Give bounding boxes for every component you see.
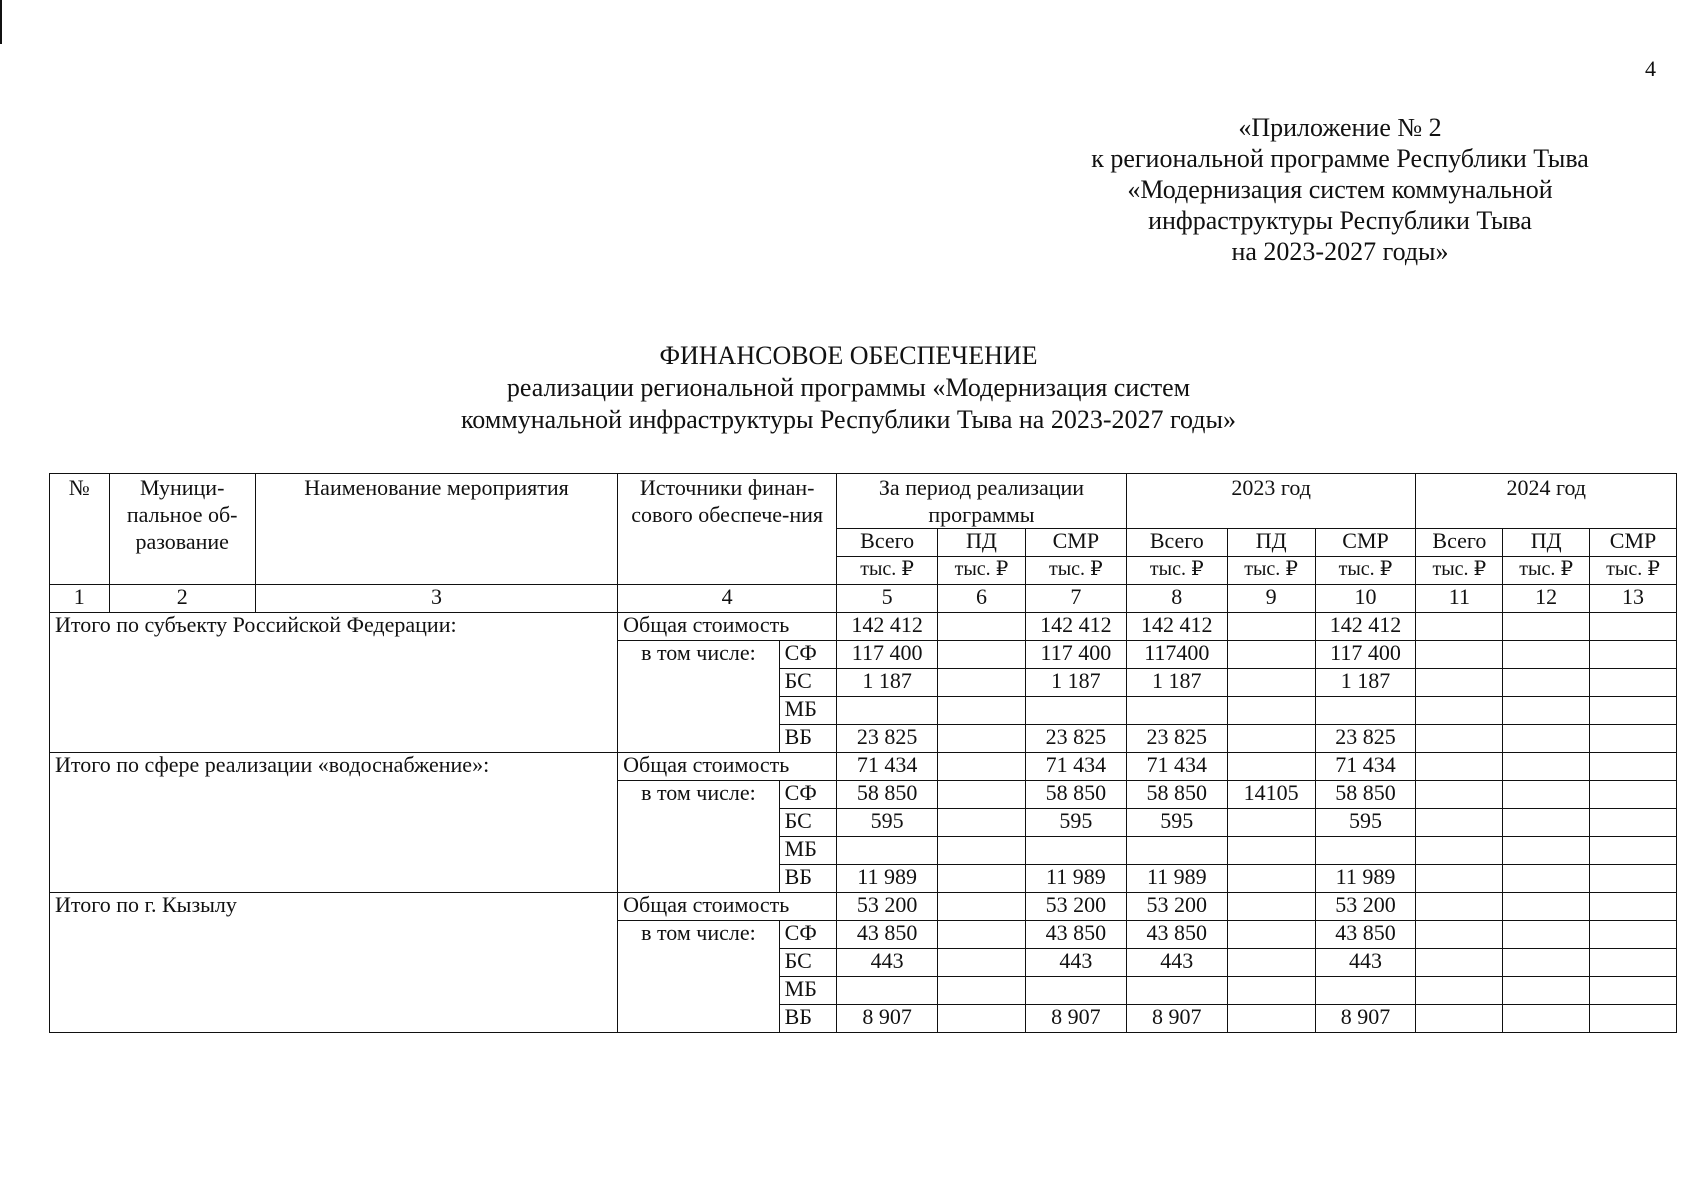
column-number: 13 <box>1590 585 1677 613</box>
group-label: Итого по сфере реализации «водоснабжение»: <box>50 753 618 893</box>
value-cell <box>1416 865 1503 893</box>
value-cell: 43 850 <box>1025 921 1126 949</box>
value-cell <box>938 613 1026 641</box>
value-cell <box>1503 669 1590 697</box>
value-cell <box>1227 977 1315 1005</box>
source-code: БС <box>779 669 837 697</box>
value-cell <box>1416 753 1503 781</box>
value-cell <box>1416 1005 1503 1033</box>
value-cell <box>1590 865 1677 893</box>
value-cell: 8 907 <box>1315 1005 1416 1033</box>
unit-label: тыс. ₽ <box>1315 557 1416 585</box>
value-cell <box>1590 697 1677 725</box>
value-cell <box>938 1005 1026 1033</box>
value-cell <box>1503 865 1590 893</box>
value-cell <box>938 641 1026 669</box>
column-number: 5 <box>837 585 938 613</box>
value-cell: 595 <box>1126 809 1227 837</box>
value-cell <box>1416 613 1503 641</box>
value-cell: 142 412 <box>1126 613 1227 641</box>
group-label: Итого по г. Кызылу <box>50 893 618 1033</box>
title-subline: реализации региональной программы «Модернизация систем <box>506 373 1191 402</box>
value-cell <box>1416 641 1503 669</box>
value-cell <box>1503 809 1590 837</box>
column-number: 7 <box>1025 585 1126 613</box>
value-cell <box>938 893 1026 921</box>
header-year-2024: 2024 год <box>1416 474 1677 529</box>
value-cell <box>1503 725 1590 753</box>
page-number: 4 <box>1645 56 1656 81</box>
value-cell: 71 434 <box>837 753 938 781</box>
value-cell <box>1590 613 1677 641</box>
subheader-smr: СМР <box>1315 529 1416 557</box>
column-number: 8 <box>1126 585 1227 613</box>
source-code: СФ <box>779 641 837 669</box>
header-number: № <box>50 474 110 585</box>
unit-label: тыс. ₽ <box>1503 557 1590 585</box>
title-subline: коммунальной инфраструктуры Республики Тыва на 2023-2027 годы» <box>461 405 1236 434</box>
value-cell: 58 850 <box>1315 781 1416 809</box>
subheader-pd: ПД <box>1227 529 1315 557</box>
value-cell <box>837 977 938 1005</box>
value-cell: 23 825 <box>1025 725 1126 753</box>
value-cell: 53 200 <box>837 893 938 921</box>
source-code: БС <box>779 809 837 837</box>
source-code: МБ <box>779 977 837 1005</box>
value-cell: 58 850 <box>837 781 938 809</box>
value-cell: 595 <box>837 809 938 837</box>
scan-edge-mark <box>0 0 2 44</box>
value-cell: 53 200 <box>1315 893 1416 921</box>
value-cell <box>1126 837 1227 865</box>
value-cell <box>1590 781 1677 809</box>
value-cell: 117 400 <box>1025 641 1126 669</box>
including-label: в том числе: <box>618 641 779 753</box>
value-cell <box>1126 977 1227 1005</box>
value-cell: 53 200 <box>1126 893 1227 921</box>
header-event-name: Наименование мероприятия <box>255 474 617 585</box>
value-cell <box>1227 669 1315 697</box>
value-cell <box>1590 753 1677 781</box>
value-cell: 71 434 <box>1025 753 1126 781</box>
value-cell: 595 <box>1025 809 1126 837</box>
value-cell <box>1590 893 1677 921</box>
value-cell <box>938 781 1026 809</box>
value-cell <box>1590 921 1677 949</box>
value-cell: 142 412 <box>1025 613 1126 641</box>
subheader-pd: ПД <box>1503 529 1590 557</box>
source-code: МБ <box>779 837 837 865</box>
value-cell: 58 850 <box>1025 781 1126 809</box>
value-cell <box>938 753 1026 781</box>
column-number: 11 <box>1416 585 1503 613</box>
column-number: 12 <box>1503 585 1590 613</box>
column-number: 1 <box>50 585 110 613</box>
value-cell <box>1227 893 1315 921</box>
value-cell <box>1590 977 1677 1005</box>
value-cell <box>1590 669 1677 697</box>
source-code: ВБ <box>779 725 837 753</box>
value-cell <box>1503 921 1590 949</box>
unit-label: тыс. ₽ <box>938 557 1026 585</box>
header-year-2023: 2023 год <box>1126 474 1416 529</box>
value-cell: 23 825 <box>837 725 938 753</box>
financing-table <box>49 473 1677 1033</box>
column-number: 6 <box>938 585 1026 613</box>
including-label: в том числе: <box>618 921 779 1033</box>
subheader-pd: ПД <box>938 529 1026 557</box>
document-title <box>0 340 1697 436</box>
value-cell: 142 412 <box>837 613 938 641</box>
value-cell <box>1227 725 1315 753</box>
value-cell <box>1227 641 1315 669</box>
total-cost-label: Общая стоимость <box>618 893 837 921</box>
value-cell: 11 989 <box>1315 865 1416 893</box>
value-cell <box>1025 837 1126 865</box>
value-cell <box>1416 893 1503 921</box>
value-cell <box>1503 641 1590 669</box>
unit-label: тыс. ₽ <box>1025 557 1126 585</box>
value-cell: 1 187 <box>1126 669 1227 697</box>
table-row <box>50 893 1677 921</box>
value-cell <box>1590 725 1677 753</box>
value-cell: 595 <box>1315 809 1416 837</box>
value-cell <box>1416 977 1503 1005</box>
value-cell <box>1590 809 1677 837</box>
unit-label: тыс. ₽ <box>1126 557 1227 585</box>
header-period-total: За период реализации программы <box>837 474 1127 529</box>
value-cell <box>1503 613 1590 641</box>
value-cell: 71 434 <box>1126 753 1227 781</box>
value-cell: 8 907 <box>837 1005 938 1033</box>
value-cell <box>938 921 1026 949</box>
title-heading: ФИНАНСОВОЕ ОБЕСПЕЧЕНИЕ <box>659 341 1038 370</box>
unit-label: тыс. ₽ <box>1590 557 1677 585</box>
value-cell: 443 <box>1315 949 1416 977</box>
column-number: 10 <box>1315 585 1416 613</box>
column-number: 4 <box>618 585 837 613</box>
column-number-row <box>50 585 1677 613</box>
value-cell <box>938 725 1026 753</box>
value-cell <box>1227 753 1315 781</box>
value-cell <box>1315 977 1416 1005</box>
value-cell <box>1503 781 1590 809</box>
subheader-total: Всего <box>1416 529 1503 557</box>
value-cell <box>938 837 1026 865</box>
value-cell: 117 400 <box>1315 641 1416 669</box>
subheader-smr: СМР <box>1590 529 1677 557</box>
source-code: СФ <box>779 921 837 949</box>
including-label: в том числе: <box>618 781 779 893</box>
value-cell <box>1590 1005 1677 1033</box>
source-code: ВБ <box>779 865 837 893</box>
value-cell: 23 825 <box>1126 725 1227 753</box>
value-cell <box>938 809 1026 837</box>
value-cell <box>1025 697 1126 725</box>
value-cell: 14105 <box>1227 781 1315 809</box>
appendix-line: инфраструктуры Республики Тыва <box>1148 206 1532 235</box>
value-cell: 443 <box>1025 949 1126 977</box>
value-cell <box>938 949 1026 977</box>
value-cell <box>1590 641 1677 669</box>
total-cost-label: Общая стоимость <box>618 613 837 641</box>
value-cell <box>1416 921 1503 949</box>
value-cell: 1 187 <box>1025 669 1126 697</box>
column-number: 2 <box>109 585 255 613</box>
value-cell: 8 907 <box>1126 1005 1227 1033</box>
value-cell: 11 989 <box>1126 865 1227 893</box>
column-number: 3 <box>255 585 617 613</box>
subheader-smr: СМР <box>1025 529 1126 557</box>
group-label: Итого по субъекту Российской Федерации: <box>50 613 618 753</box>
value-cell <box>837 697 938 725</box>
value-cell <box>1503 1005 1590 1033</box>
value-cell <box>1315 697 1416 725</box>
value-cell: 43 850 <box>837 921 938 949</box>
appendix-line: «Модернизация систем коммунальной <box>1127 175 1553 204</box>
value-cell <box>1590 949 1677 977</box>
value-cell: 23 825 <box>1315 725 1416 753</box>
value-cell: 443 <box>837 949 938 977</box>
subheader-total: Всего <box>837 529 938 557</box>
header-funding-sources: Источники финан-сового обеспече-ния <box>618 474 837 585</box>
value-cell: 1 187 <box>837 669 938 697</box>
value-cell <box>1227 837 1315 865</box>
source-code: БС <box>779 949 837 977</box>
value-cell <box>1227 697 1315 725</box>
value-cell <box>1503 949 1590 977</box>
value-cell <box>1416 725 1503 753</box>
header-municipality: Муници-пальное об-разование <box>109 474 255 585</box>
value-cell <box>1416 781 1503 809</box>
value-cell <box>1227 921 1315 949</box>
appendix-note <box>1040 112 1640 267</box>
value-cell <box>1503 837 1590 865</box>
value-cell <box>1227 613 1315 641</box>
value-cell <box>1227 865 1315 893</box>
value-cell <box>938 977 1026 1005</box>
value-cell: 43 850 <box>1126 921 1227 949</box>
subheader-total: Всего <box>1126 529 1227 557</box>
value-cell: 43 850 <box>1315 921 1416 949</box>
value-cell <box>1315 837 1416 865</box>
value-cell: 1 187 <box>1315 669 1416 697</box>
value-cell <box>1126 697 1227 725</box>
value-cell <box>938 697 1026 725</box>
value-cell: 71 434 <box>1315 753 1416 781</box>
value-cell <box>1503 697 1590 725</box>
value-cell <box>1416 697 1503 725</box>
value-cell: 117400 <box>1126 641 1227 669</box>
value-cell <box>837 837 938 865</box>
value-cell <box>1025 977 1126 1005</box>
source-code: СФ <box>779 781 837 809</box>
appendix-line: на 2023-2027 годы» <box>1231 237 1449 266</box>
value-cell: 58 850 <box>1126 781 1227 809</box>
value-cell <box>1503 893 1590 921</box>
value-cell: 142 412 <box>1315 613 1416 641</box>
value-cell: 53 200 <box>1025 893 1126 921</box>
value-cell: 11 989 <box>837 865 938 893</box>
value-cell <box>1416 949 1503 977</box>
unit-label: тыс. ₽ <box>1416 557 1503 585</box>
total-cost-label: Общая стоимость <box>618 753 837 781</box>
source-code: МБ <box>779 697 837 725</box>
appendix-line: «Приложение № 2 <box>1238 113 1442 142</box>
table-row <box>50 753 1677 781</box>
column-number: 9 <box>1227 585 1315 613</box>
value-cell: 443 <box>1126 949 1227 977</box>
appendix-line: к региональной программе Республики Тыва <box>1091 144 1589 173</box>
value-cell: 117 400 <box>837 641 938 669</box>
value-cell <box>938 669 1026 697</box>
value-cell <box>1416 809 1503 837</box>
value-cell <box>1503 977 1590 1005</box>
table-row <box>50 613 1677 641</box>
unit-label: тыс. ₽ <box>1227 557 1315 585</box>
unit-label: тыс. ₽ <box>837 557 938 585</box>
source-code: ВБ <box>779 1005 837 1033</box>
value-cell <box>1503 753 1590 781</box>
value-cell <box>938 865 1026 893</box>
value-cell <box>1416 669 1503 697</box>
value-cell <box>1590 837 1677 865</box>
value-cell: 8 907 <box>1025 1005 1126 1033</box>
value-cell <box>1227 949 1315 977</box>
value-cell <box>1227 1005 1315 1033</box>
value-cell <box>1416 837 1503 865</box>
header-row <box>50 474 1677 529</box>
value-cell: 11 989 <box>1025 865 1126 893</box>
value-cell <box>1227 809 1315 837</box>
